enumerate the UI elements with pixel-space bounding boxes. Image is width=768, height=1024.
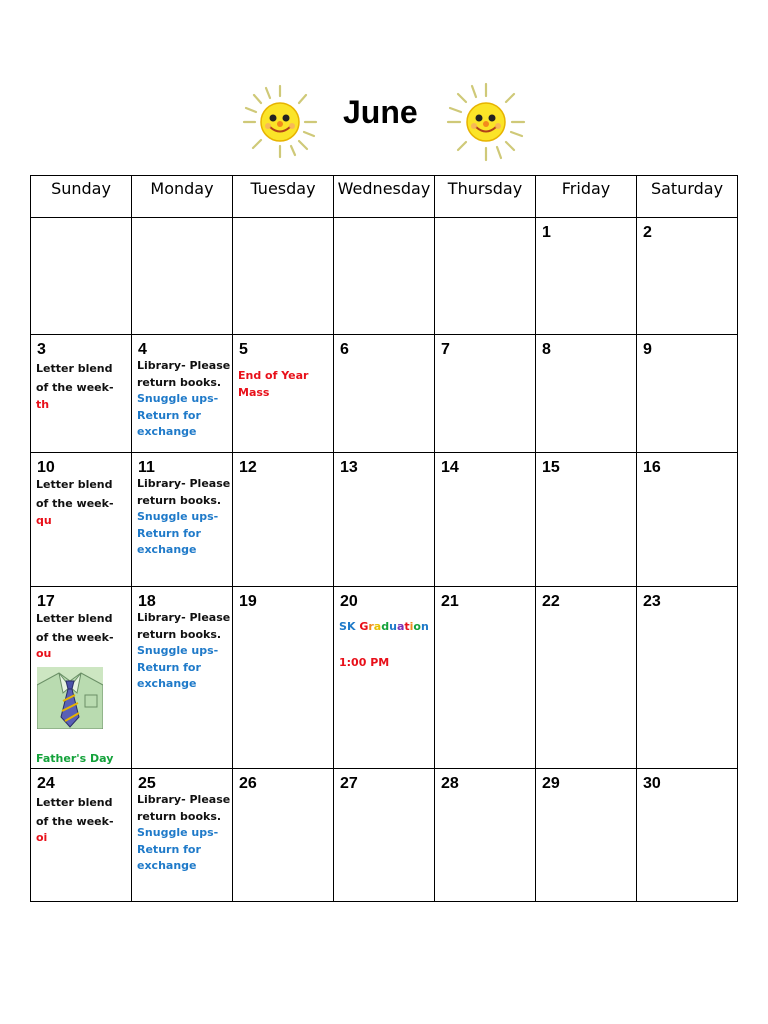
month-title: June xyxy=(343,94,418,130)
day-cell xyxy=(31,453,132,587)
day-cell xyxy=(132,769,233,902)
day-number: 26 xyxy=(239,775,257,792)
weekday-header: Friday xyxy=(536,176,637,218)
week-row xyxy=(31,335,738,453)
graduation-text: SK Graduation xyxy=(339,620,429,633)
letter-blend-note: Letter blend xyxy=(36,478,113,491)
weekday-header: Monday xyxy=(132,176,233,218)
library-note: Library- Please xyxy=(137,793,231,806)
mass-note: End of Year xyxy=(238,369,309,382)
snuggle-note: Return for xyxy=(137,842,201,856)
letter-blend-note: Letter blend xyxy=(36,612,113,625)
day-number: 15 xyxy=(542,459,560,476)
day-cell xyxy=(637,453,738,587)
day-cell xyxy=(334,335,435,453)
day-cell xyxy=(233,587,334,769)
day-cell xyxy=(637,218,738,335)
library-note: Library- Please xyxy=(137,611,231,624)
day-number: 29 xyxy=(542,775,560,792)
library-note: Library- Please xyxy=(137,477,231,490)
snuggle-note: Return for xyxy=(137,526,201,540)
day-cell-empty xyxy=(31,218,132,335)
day-number: 27 xyxy=(340,775,358,792)
day-cell xyxy=(435,769,536,902)
day-cell xyxy=(536,453,637,587)
day-number: 24 xyxy=(37,775,55,792)
day-cell xyxy=(637,769,738,902)
day-number: 10 xyxy=(37,459,55,476)
day-cell xyxy=(637,335,738,453)
day-cell xyxy=(334,453,435,587)
snuggle-note: Return for xyxy=(137,408,201,422)
day-number: 9 xyxy=(643,341,652,358)
weekday-header: Saturday xyxy=(637,176,738,218)
letter-blend-value: oi xyxy=(36,831,48,844)
day-number: 11 xyxy=(138,459,155,476)
day-number: 5 xyxy=(239,341,248,358)
day-cell xyxy=(132,587,233,769)
weekday-header: Tuesday xyxy=(233,176,334,218)
snuggle-note: Return for xyxy=(137,660,201,674)
day-number: 7 xyxy=(441,341,450,358)
letter-blend-note: Letter blend xyxy=(36,362,113,375)
day-cell-empty xyxy=(334,218,435,335)
letter-blend-note: of the week- xyxy=(36,380,114,394)
day-number: 6 xyxy=(340,341,349,358)
day-cell xyxy=(536,218,637,335)
day-cell xyxy=(435,335,536,453)
snuggle-note: Snuggle ups- xyxy=(137,644,219,657)
letter-blend-note: of the week- xyxy=(36,496,114,510)
day-number: 14 xyxy=(441,459,459,476)
snuggle-note: Snuggle ups- xyxy=(137,826,219,839)
letter-blend-note: of the week- xyxy=(36,814,114,828)
letter-blend-value: qu xyxy=(36,514,52,527)
day-cell xyxy=(132,335,233,453)
day-number: 23 xyxy=(643,593,661,610)
letter-blend-note: Letter blend xyxy=(36,796,113,809)
day-number: 16 xyxy=(643,459,661,476)
shirt-tie-icon xyxy=(37,667,103,729)
day-number: 13 xyxy=(340,459,358,476)
graduation-time: 1:00 PM xyxy=(339,655,390,669)
day-cell xyxy=(435,453,536,587)
day-cell xyxy=(536,587,637,769)
day-number: 20 xyxy=(340,593,358,610)
day-number: 3 xyxy=(37,341,46,358)
day-number: 2 xyxy=(643,224,652,241)
snuggle-note: exchange xyxy=(137,677,197,690)
day-cell xyxy=(334,769,435,902)
day-cell-empty xyxy=(132,218,233,335)
calendar-grid xyxy=(30,175,738,902)
day-number: 18 xyxy=(138,593,156,610)
day-cell xyxy=(233,335,334,453)
sun-icon xyxy=(444,80,528,164)
graduation-note xyxy=(339,619,434,636)
week-row xyxy=(31,769,738,902)
day-cell xyxy=(132,453,233,587)
weekday-header: Sunday xyxy=(31,176,132,218)
library-note: Library- Please xyxy=(137,359,231,372)
library-note: return books. xyxy=(137,375,222,389)
day-number: 12 xyxy=(239,459,257,476)
day-cell xyxy=(536,769,637,902)
day-number: 19 xyxy=(239,593,257,610)
week-row xyxy=(31,587,738,769)
snuggle-note: Snuggle ups- xyxy=(137,510,219,523)
day-cell xyxy=(435,587,536,769)
day-number: 17 xyxy=(37,593,55,610)
day-number: 8 xyxy=(542,341,551,358)
library-note: return books. xyxy=(137,809,222,823)
day-cell-empty xyxy=(233,218,334,335)
week-row xyxy=(31,218,738,335)
snuggle-note: exchange xyxy=(137,859,197,872)
day-number: 30 xyxy=(643,775,661,792)
day-number: 25 xyxy=(138,775,156,792)
day-number: 22 xyxy=(542,593,560,610)
library-note: return books. xyxy=(137,627,222,641)
weekday-header-row xyxy=(31,176,738,218)
day-cell xyxy=(31,587,132,769)
day-number: 4 xyxy=(138,341,147,358)
library-note: return books. xyxy=(137,493,222,507)
sun-icon xyxy=(240,80,320,162)
day-cell xyxy=(31,335,132,453)
mass-note: Mass xyxy=(238,385,270,399)
snuggle-note: exchange xyxy=(137,543,197,556)
day-cell xyxy=(233,453,334,587)
day-cell xyxy=(233,769,334,902)
day-cell xyxy=(31,769,132,902)
week-row xyxy=(31,453,738,587)
day-number: 21 xyxy=(441,593,459,610)
day-cell xyxy=(637,587,738,769)
letter-blend-value: th xyxy=(36,398,50,411)
letter-blend-note: of the week- xyxy=(36,630,114,644)
weekday-header: Thursday xyxy=(435,176,536,218)
day-cell xyxy=(334,587,435,769)
day-cell-empty xyxy=(435,218,536,335)
weekday-header: Wednesday xyxy=(334,176,435,218)
day-number: 28 xyxy=(441,775,459,792)
fathers-day-note: Father's Day xyxy=(36,751,114,765)
snuggle-note: Snuggle ups- xyxy=(137,392,219,405)
day-number: 1 xyxy=(542,224,551,241)
snuggle-note: exchange xyxy=(137,425,197,438)
day-cell xyxy=(536,335,637,453)
letter-blend-value: ou xyxy=(36,647,52,660)
